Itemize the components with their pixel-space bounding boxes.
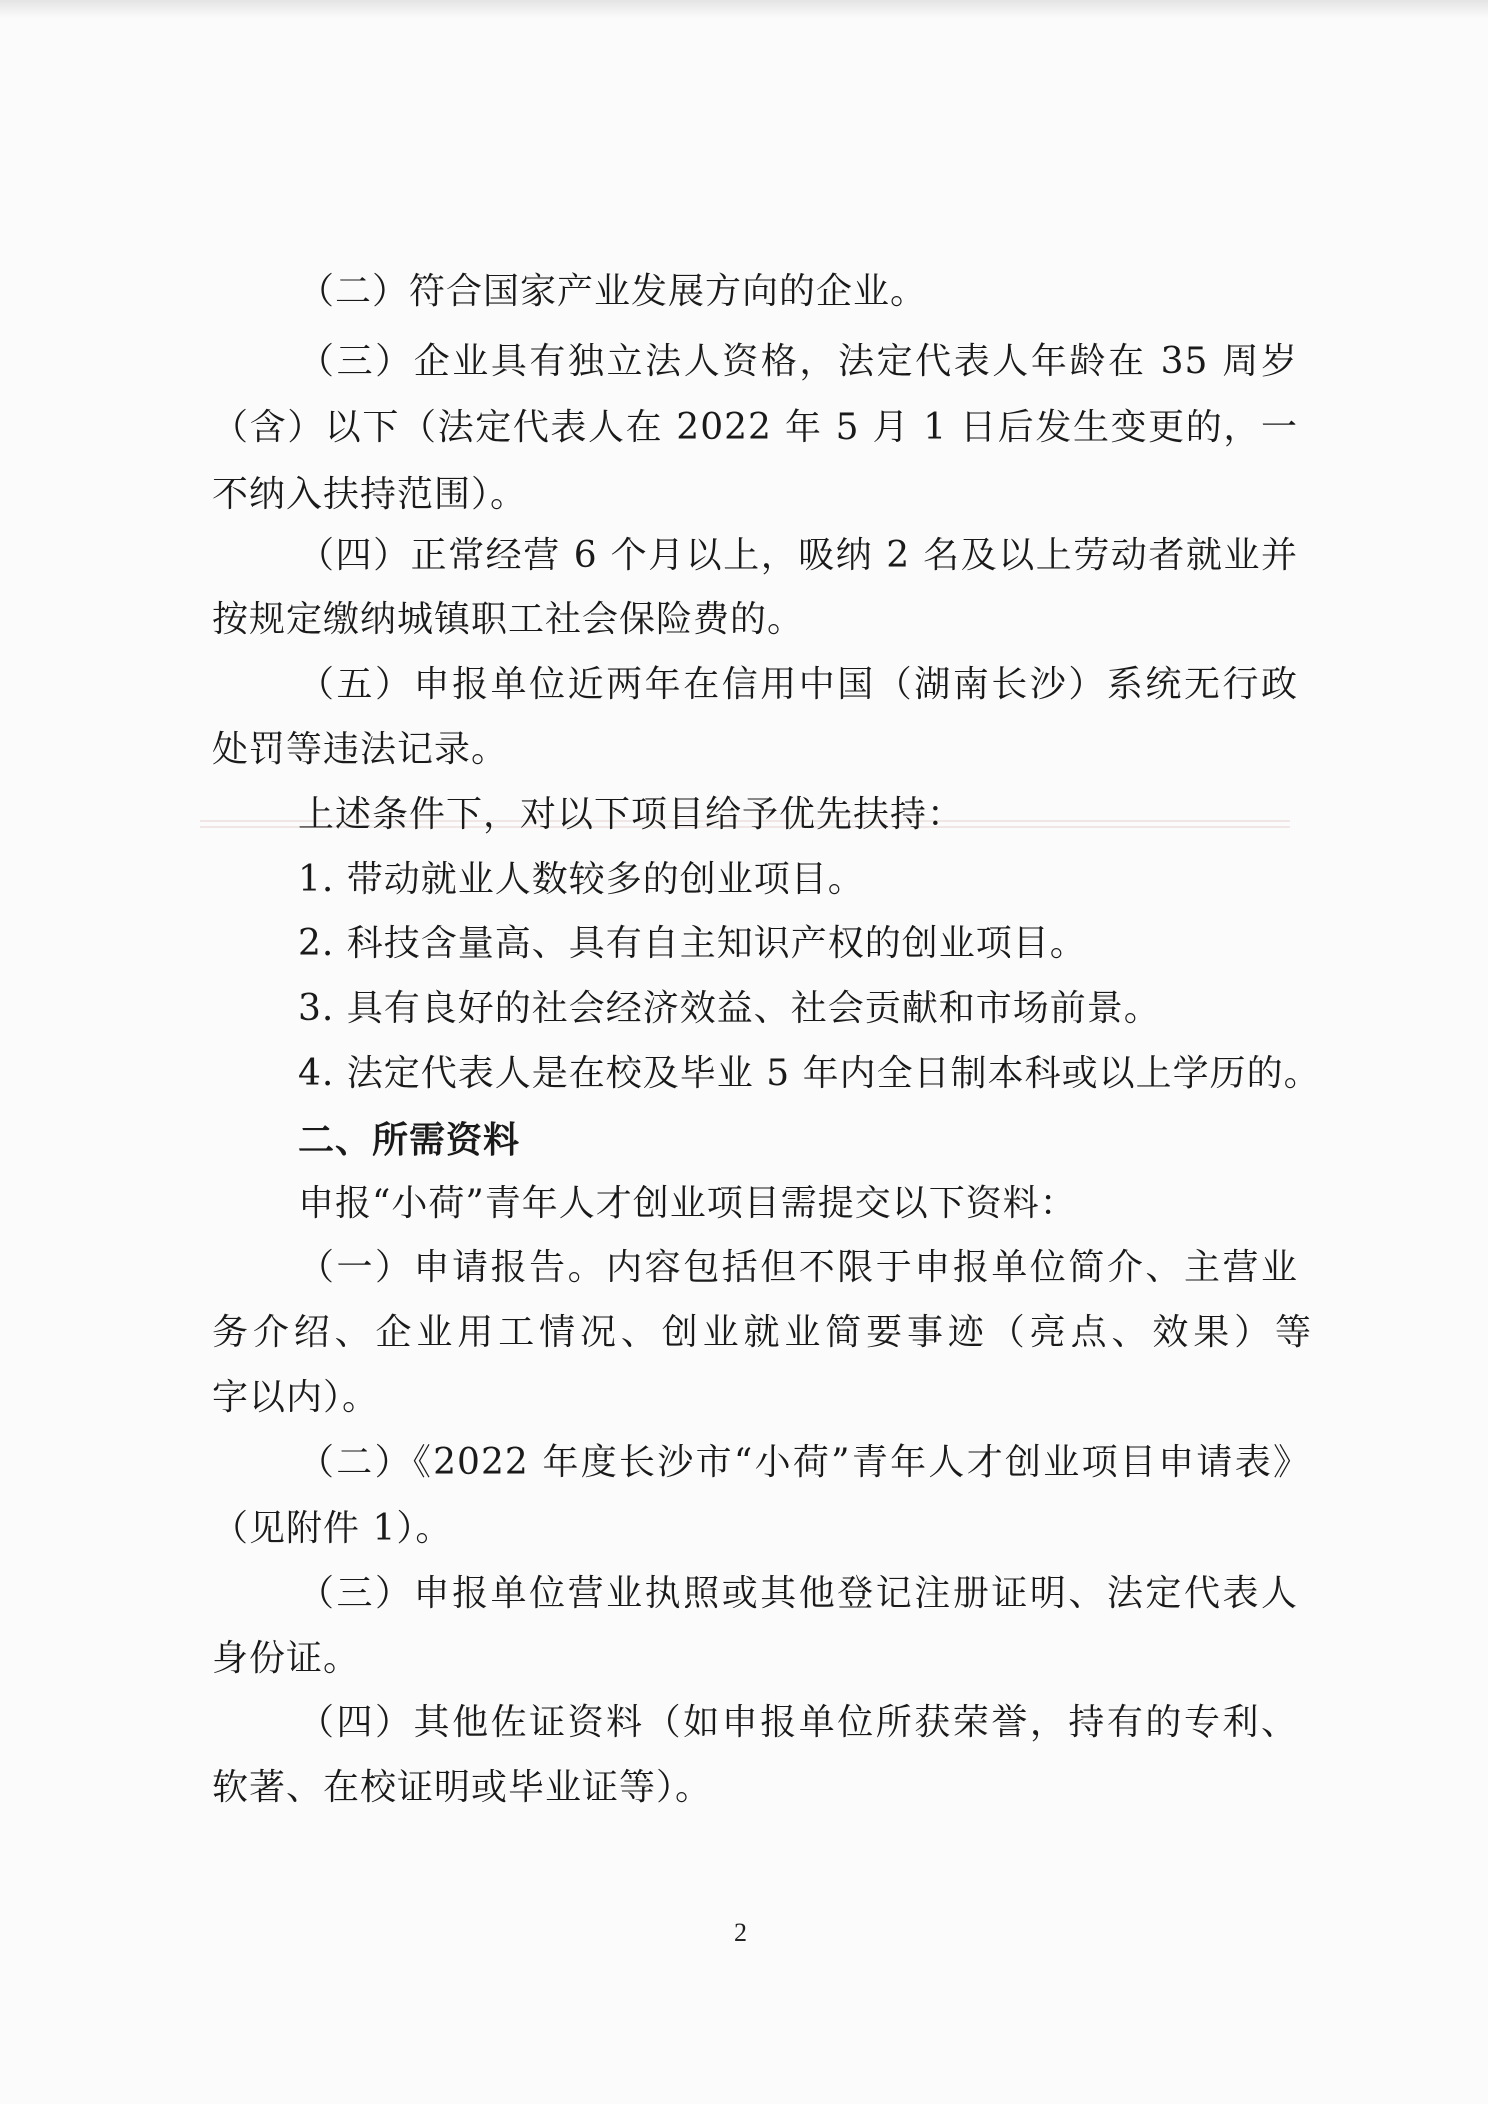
- text-line: 上述条件下，对以下项目给予优先扶持：: [298, 794, 965, 835]
- text-line: （三）企业具有独立法人资格，法定代表人年龄在 35 周岁: [298, 341, 1298, 382]
- list-item: 3. 具有良好的社会经济效益、社会贡献和市场前景。: [298, 988, 1161, 1029]
- text-line: （二）符合国家产业发展方向的企业。: [298, 271, 928, 312]
- list-item: 1. 带动就业人数较多的创业项目。: [298, 859, 865, 900]
- text-line: 不纳入扶持范围）。: [212, 474, 528, 515]
- text-line: 软著、在校证明或毕业证等）。: [212, 1767, 713, 1808]
- text-line: 字以内）。: [212, 1377, 380, 1418]
- text-line: 申报“小荷”青年人才创业项目需提交以下资料：: [298, 1183, 1077, 1224]
- text-line: 务介绍、企业用工情况、创业就业简要事迹（亮点、效果）等: [212, 1312, 1312, 1353]
- text-line: （四）其他佐证资料（如申报单位所获荣誉，持有的专利、: [298, 1702, 1298, 1743]
- text-line: （一）申请报告。内容包括但不限于申报单位简介、主营业: [298, 1247, 1298, 1288]
- text-line: （含）以下（法定代表人在 2022 年 5 月 1 日后发生变更的，一: [212, 407, 1298, 448]
- text-line: （五）申报单位近两年在信用中国（湖南长沙）系统无行政: [298, 664, 1298, 705]
- text-line: 按规定缴纳城镇职工社会保险费的。: [212, 599, 805, 640]
- text-line: （四）正常经营 6 个月以上，吸纳 2 名及以上劳动者就业并: [298, 535, 1298, 576]
- section-heading: 二、所需资料: [298, 1119, 521, 1161]
- text-line: 处罚等违法记录。: [212, 729, 509, 770]
- text-line: 身份证。: [212, 1638, 361, 1679]
- text-line: （见附件 1）。: [212, 1508, 453, 1549]
- list-item: 2. 科技含量高、具有自主知识产权的创业项目。: [298, 923, 1087, 964]
- text-line: （二）《2022 年度长沙市“小荷”青年人才创业项目申请表》: [298, 1442, 1310, 1483]
- page-number: 2: [734, 1918, 747, 1947]
- text-line: （三）申报单位营业执照或其他登记注册证明、法定代表人: [298, 1573, 1298, 1614]
- list-item: 4. 法定代表人是在校及毕业 5 年内全日制本科或以上学历的。: [298, 1053, 1321, 1094]
